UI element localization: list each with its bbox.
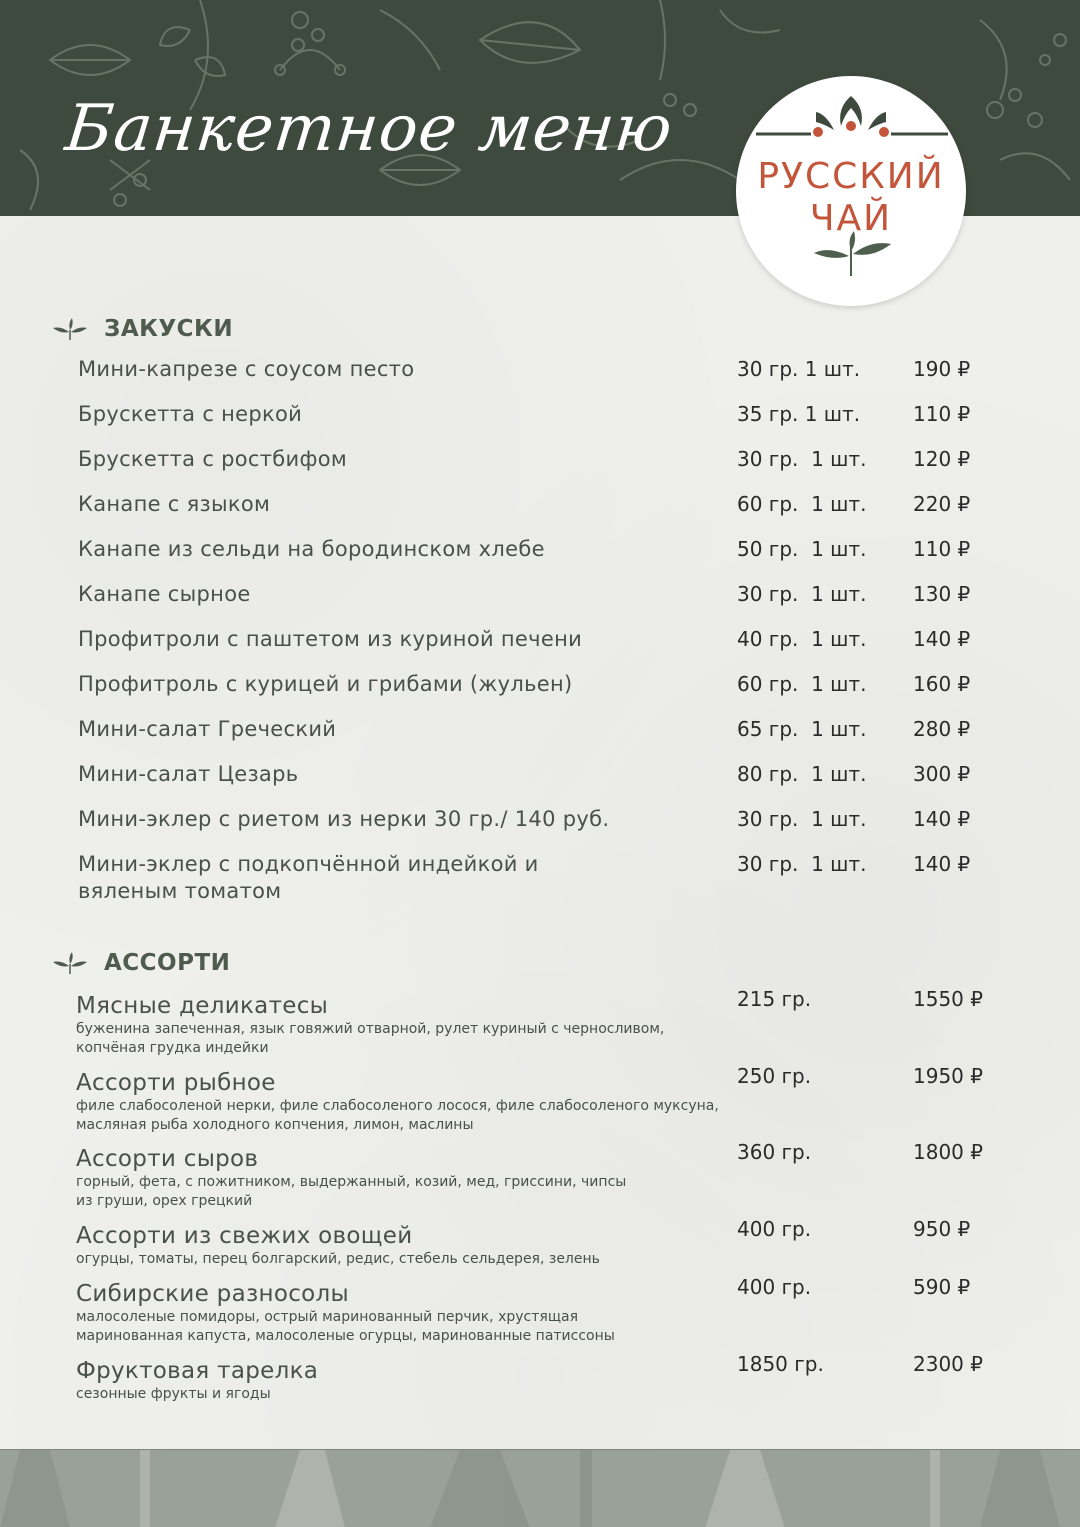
item-weight: 30 гр. 1 шт. (737, 582, 867, 606)
item-weight: 30 гр. 1 шт. (737, 447, 867, 471)
item-name: Мини-капрезе с соусом песто (78, 357, 415, 381)
item-name: Канапе с языком (78, 492, 271, 516)
menu-item (76, 1140, 1020, 1211)
menu-item (76, 1217, 1020, 1269)
item-name: Профитроли с паштетом из куриной печени (78, 627, 583, 651)
item-price: 280 ₽ (913, 717, 971, 741)
item-description: малосоленые помидоры, острый маринованный перчик, хрустящая маринованная капуста, малосоленые огурцы, маринованные патиссоны (76, 1309, 615, 1344)
item-name: Брускетта с ростбифом (78, 447, 348, 471)
item-weight: 400 гр. (737, 1217, 812, 1241)
footer-forest-banner (0, 1449, 1080, 1527)
item-weight: 400 гр. (737, 1275, 812, 1299)
item-description: сезонные фрукты и ягоды (76, 1386, 271, 1402)
item-price: 950 ₽ (913, 1217, 971, 1241)
item-price: 110 ₽ (913, 402, 971, 426)
item-name: Ассорти рыбное (76, 1070, 276, 1096)
item-price: 130 ₽ (913, 582, 971, 606)
item-name: Канапе сырное (78, 582, 251, 606)
section-header-snacks (52, 316, 233, 342)
menu-item (76, 987, 1020, 1058)
item-weight: 60 гр. 1 шт. (737, 672, 867, 696)
item-weight: 60 гр. 1 шт. (737, 492, 867, 516)
item-description: филе слабосоленой нерки, филе слабосоленого лосося, филе слабосоленого муксуна, масляная рыба холодного копчения, лимон, маслины (76, 1098, 719, 1133)
menu-item (76, 1064, 1020, 1135)
item-weight: 30 гр. 1 шт. (737, 807, 867, 831)
item-name: Брускетта с неркой (78, 402, 303, 426)
menu-item (76, 1352, 1020, 1404)
item-weight: 65 гр. 1 шт. (737, 717, 867, 741)
item-price: 160 ₽ (913, 672, 971, 696)
item-name: Сибирские разносолы (76, 1281, 349, 1307)
tea-leaf-icon (52, 952, 88, 974)
item-name: Мини-салат Цезарь (78, 762, 299, 786)
item-name: Канапе из сельди на бородинском хлебе (78, 537, 545, 561)
tea-leaf-icon (52, 318, 88, 340)
item-price: 1550 ₽ (913, 987, 983, 1011)
item-price: 110 ₽ (913, 537, 971, 561)
item-weight: 40 гр. 1 шт. (737, 627, 867, 651)
item-weight: 50 гр. 1 шт. (737, 537, 867, 561)
item-price: 300 ₽ (913, 762, 971, 786)
section-title: АССОРТИ (104, 950, 231, 976)
section-title: ЗАКУСКИ (104, 316, 234, 342)
item-description: огурцы, томаты, перец болгарский, редис, стебель сельдерея, зелень (76, 1251, 600, 1267)
item-name: Ассорти сыров (76, 1146, 259, 1172)
item-weight: 30 гр. 1 шт. (737, 357, 861, 381)
item-price: 1800 ₽ (913, 1140, 983, 1164)
item-name: Мини-салат Греческий (78, 717, 337, 741)
item-weight: 80 гр. 1 шт. (737, 762, 867, 786)
item-name: Ассорти из свежих овощей (76, 1223, 413, 1249)
item-price: 1950 ₽ (913, 1064, 983, 1088)
logo-text-line1: РУССКИЙ (757, 156, 945, 197)
item-price: 120 ₽ (913, 447, 971, 471)
item-name: Мини-эклер с риетом из нерки 30 гр./ 140 руб. (78, 807, 610, 831)
item-description: горный, фета, с пожитником, выдержанный, козий, мед, гриссини, чипсы из груши, орех грецкий (76, 1174, 627, 1209)
item-price: 140 ₽ (913, 807, 971, 831)
item-name: Мясные деликатесы (76, 993, 329, 1019)
restaurant-logo (736, 76, 966, 306)
item-weight: 250 гр. (737, 1064, 812, 1088)
item-price: 190 ₽ (913, 357, 971, 381)
item-price: 140 ₽ (913, 852, 971, 876)
forest-trees-icon (0, 1450, 1080, 1527)
logo-text-line2: ЧАЙ (809, 198, 893, 239)
item-weight: 360 гр. (737, 1140, 812, 1164)
item-price: 140 ₽ (913, 627, 971, 651)
page-title: Банкетное меню (62, 92, 677, 166)
item-name: Профитроль с курицей и грибами (жульен) (78, 672, 573, 696)
item-description: буженина запеченная, язык говяжий отварной, рулет куриный с черносливом, копчёная грудка индейки (76, 1021, 665, 1056)
item-price: 2300 ₽ (913, 1352, 983, 1376)
item-name: Мини-эклер с подкопчённой индейкой и вяленым томатом (78, 852, 539, 903)
item-weight: 35 гр. 1 шт. (737, 402, 861, 426)
item-weight: 30 гр. 1 шт. (737, 852, 867, 876)
menu-item (76, 1275, 1020, 1346)
item-price: 220 ₽ (913, 492, 971, 516)
section-header-assorti (52, 950, 230, 976)
item-name: Фруктовая тарелка (76, 1358, 319, 1384)
item-weight: 215 гр. (737, 987, 812, 1011)
item-price: 590 ₽ (913, 1275, 971, 1299)
item-weight: 1850 гр. (737, 1352, 824, 1376)
